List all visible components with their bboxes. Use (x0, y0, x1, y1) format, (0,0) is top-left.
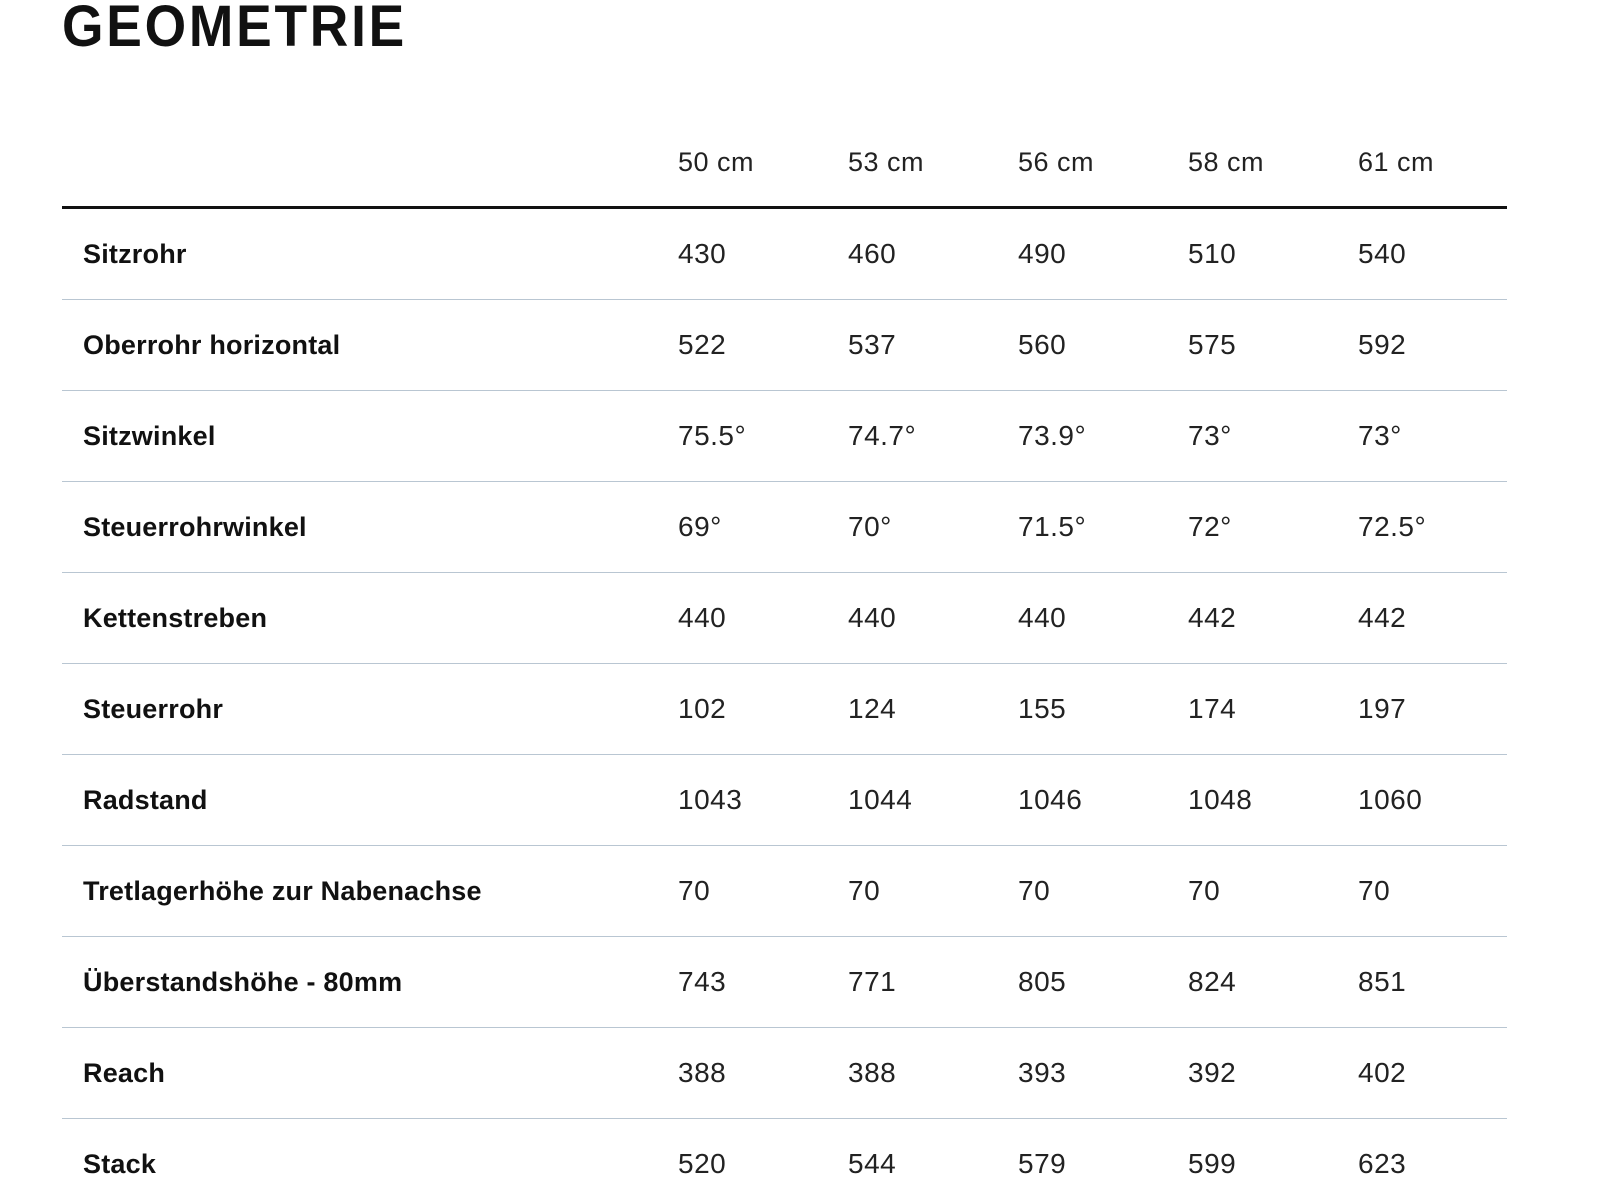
value-cell: 388 (848, 1028, 1018, 1119)
size-header: 53 cm (848, 118, 1018, 208)
row-label: Sitzwinkel (62, 391, 678, 482)
table-body (62, 208, 1507, 1200)
value-cell: 575 (1188, 300, 1358, 391)
value-cell: 71.5° (1018, 482, 1188, 573)
value-cell: 440 (848, 573, 1018, 664)
row-label: Radstand (62, 755, 678, 846)
geometry-table (62, 118, 1507, 1200)
value-cell: 1060 (1358, 755, 1507, 846)
value-cell: 592 (1358, 300, 1507, 391)
row-label: Tretlagerhöhe zur Nabenachse (62, 846, 678, 937)
value-cell: 522 (678, 300, 848, 391)
value-cell: 388 (678, 1028, 848, 1119)
value-cell: 544 (848, 1119, 1018, 1200)
value-cell: 124 (848, 664, 1018, 755)
row-label: Überstandshöhe - 80mm (62, 937, 678, 1028)
value-cell: 442 (1358, 573, 1507, 664)
value-cell: 70 (678, 846, 848, 937)
table-row (62, 391, 1507, 482)
size-header: 58 cm (1188, 118, 1358, 208)
value-cell: 851 (1358, 937, 1507, 1028)
value-cell: 70 (1358, 846, 1507, 937)
value-cell: 623 (1358, 1119, 1507, 1200)
value-cell: 73.9° (1018, 391, 1188, 482)
value-cell: 102 (678, 664, 848, 755)
value-cell: 560 (1018, 300, 1188, 391)
value-cell: 70 (1018, 846, 1188, 937)
row-label: Steuerrohr (62, 664, 678, 755)
value-cell: 442 (1188, 573, 1358, 664)
value-cell: 440 (678, 573, 848, 664)
value-cell: 520 (678, 1119, 848, 1200)
value-cell: 771 (848, 937, 1018, 1028)
table-row (62, 208, 1507, 300)
value-cell: 1048 (1188, 755, 1358, 846)
value-cell: 155 (1018, 664, 1188, 755)
value-cell: 72.5° (1358, 482, 1507, 573)
value-cell: 440 (1018, 573, 1188, 664)
table-row (62, 573, 1507, 664)
value-cell: 430 (678, 208, 848, 300)
table-row (62, 664, 1507, 755)
value-cell: 75.5° (678, 391, 848, 482)
table-row (62, 1028, 1507, 1119)
value-cell: 73° (1188, 391, 1358, 482)
geometry-table-container (62, 118, 1507, 1200)
value-cell: 74.7° (848, 391, 1018, 482)
value-cell: 70 (1188, 846, 1358, 937)
value-cell: 805 (1018, 937, 1188, 1028)
size-header: 56 cm (1018, 118, 1188, 208)
table-row (62, 755, 1507, 846)
row-label: Sitzrohr (62, 208, 678, 300)
value-cell: 460 (848, 208, 1018, 300)
value-cell: 70° (848, 482, 1018, 573)
value-cell: 1044 (848, 755, 1018, 846)
value-cell: 197 (1358, 664, 1507, 755)
table-row (62, 482, 1507, 573)
value-cell: 1043 (678, 755, 848, 846)
size-header: 50 cm (678, 118, 848, 208)
value-cell: 69° (678, 482, 848, 573)
page-title: GEOMETRIE (62, 0, 408, 59)
table-row (62, 300, 1507, 391)
value-cell: 743 (678, 937, 848, 1028)
value-cell: 510 (1188, 208, 1358, 300)
size-header: 61 cm (1358, 118, 1507, 208)
value-cell: 599 (1188, 1119, 1358, 1200)
value-cell: 824 (1188, 937, 1358, 1028)
row-label: Steuerrohrwinkel (62, 482, 678, 573)
row-label: Reach (62, 1028, 678, 1119)
value-cell: 402 (1358, 1028, 1507, 1119)
value-cell: 70 (848, 846, 1018, 937)
value-cell: 490 (1018, 208, 1188, 300)
table-row (62, 1119, 1507, 1200)
value-cell: 174 (1188, 664, 1358, 755)
value-cell: 579 (1018, 1119, 1188, 1200)
value-cell: 72° (1188, 482, 1358, 573)
value-cell: 393 (1018, 1028, 1188, 1119)
table-row (62, 937, 1507, 1028)
row-label: Oberrohr horizontal (62, 300, 678, 391)
header-row (62, 118, 1507, 208)
value-cell: 1046 (1018, 755, 1188, 846)
value-cell: 540 (1358, 208, 1507, 300)
row-label: Kettenstreben (62, 573, 678, 664)
value-cell: 537 (848, 300, 1018, 391)
row-label: Stack (62, 1119, 678, 1200)
value-cell: 392 (1188, 1028, 1358, 1119)
table-row (62, 846, 1507, 937)
value-cell: 73° (1358, 391, 1507, 482)
header-empty-cell (62, 118, 678, 208)
